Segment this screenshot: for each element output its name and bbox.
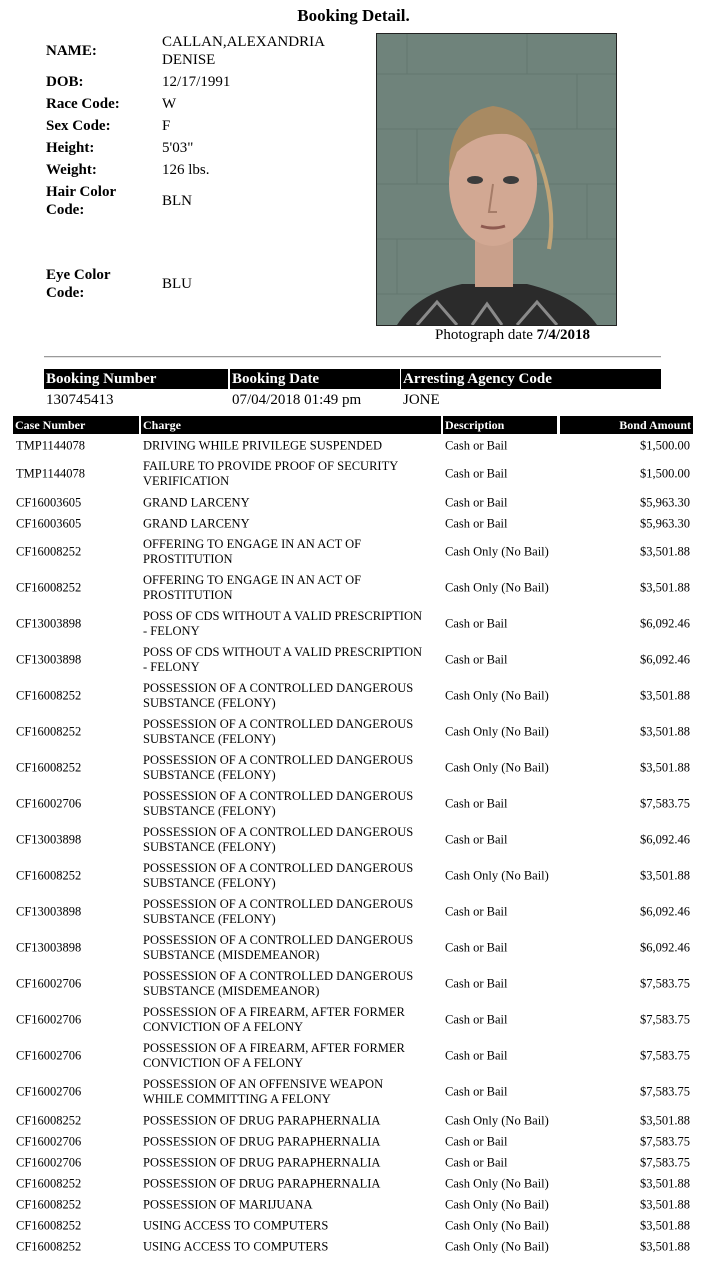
case-number: CF16002706 <box>16 1012 82 1027</box>
height-label: Height: <box>46 140 95 156</box>
description: Cash or Bail <box>445 832 508 847</box>
charge-line: PROSTITUTION <box>143 588 233 602</box>
description: Cash Only (No Bail) <box>445 1218 549 1232</box>
charge-row <box>0 1152 707 1173</box>
hair-label-line2: Code: <box>46 202 85 218</box>
charge-text <box>143 645 439 675</box>
charge-row <box>0 492 707 513</box>
description: Cash Only (No Bail) <box>445 1239 549 1253</box>
charge-line: FAILURE TO PROVIDE PROOF OF SECURITY <box>143 459 399 473</box>
hair-value: BLN <box>162 193 192 209</box>
charge-text <box>143 753 439 783</box>
charge-text <box>143 825 439 855</box>
case-number: CF16002706 <box>16 976 82 991</box>
charge-line: POSSESSION OF A CONTROLLED DANGEROUS <box>143 681 414 695</box>
charge-line: - FELONY <box>143 624 200 638</box>
charge-line: - FELONY <box>143 660 200 674</box>
charge-row <box>0 534 707 570</box>
description: Cash or Bail <box>445 1155 508 1169</box>
charge-line: POSSESSION OF DRUG PARAPHERNALIA <box>143 1155 381 1169</box>
description: Cash or Bail <box>445 940 508 955</box>
bond-amount: $5,963.30 <box>640 516 690 530</box>
case-number: CF13003898 <box>16 940 82 955</box>
case-number: CF16008252 <box>16 1239 82 1253</box>
description: Cash Only (No Bail) <box>445 868 549 883</box>
case-number: CF16008252 <box>16 724 82 739</box>
booking-number-value: 130745413 <box>46 392 114 408</box>
charge-row <box>0 678 707 714</box>
charge-line: SUBSTANCE (FELONY) <box>143 732 276 746</box>
charge-text <box>143 1005 439 1035</box>
charge-text <box>143 1077 439 1107</box>
dob-value: 12/17/1991 <box>162 74 231 90</box>
charge-line: WHILE COMMITTING A FELONY <box>143 1092 331 1106</box>
charge-line: SUBSTANCE (MISDEMEANOR) <box>143 948 320 962</box>
description: Cash or Bail <box>445 904 508 919</box>
description: Cash or Bail <box>445 495 508 509</box>
bond-amount: $7,583.75 <box>640 976 690 991</box>
description: Cash Only (No Bail) <box>445 688 549 703</box>
charge-line: OFFERING TO ENGAGE IN AN ACT OF <box>143 537 362 551</box>
case-number: CF13003898 <box>16 832 82 847</box>
charge-text <box>143 537 439 567</box>
charge-row <box>0 1131 707 1152</box>
charge-line: POSSESSION OF A FIREARM, AFTER FORMER <box>143 1005 405 1019</box>
case-number: CF16008252 <box>16 1176 82 1190</box>
case-number: CF16008252 <box>16 544 82 559</box>
bond-amount: $5,963.30 <box>640 495 690 509</box>
race-label: Race Code: <box>46 96 120 112</box>
bond-amount: $6,092.46 <box>640 832 690 847</box>
photo-caption-prefix: Photograph date <box>435 327 533 343</box>
hair-label-line1: Hair Color <box>46 184 117 200</box>
charge-line: POSSESSION OF A CONTROLLED DANGEROUS <box>143 825 414 839</box>
charge-row <box>0 1002 707 1038</box>
case-number: CF16008252 <box>16 1218 82 1232</box>
eye-value: BLU <box>162 276 192 292</box>
charge-line: POSSESSION OF A CONTROLLED DANGEROUS <box>143 933 414 947</box>
description: Cash or Bail <box>445 616 508 631</box>
charge-line: POSSESSION OF MARIJUANA <box>143 1197 313 1211</box>
charge-text <box>143 933 439 963</box>
charge-line: GRAND LARCENY <box>143 495 250 509</box>
bond-amount: $3,501.88 <box>640 1239 690 1253</box>
height-value: 5'03" <box>162 140 194 156</box>
case-number: TMP1144078 <box>16 438 85 452</box>
charge-line: POSSESSION OF A CONTROLLED DANGEROUS <box>143 717 414 731</box>
charge-text <box>143 1041 439 1071</box>
description: Cash Only (No Bail) <box>445 760 549 775</box>
description: Cash Only (No Bail) <box>445 580 549 595</box>
case-number: CF16008252 <box>16 580 82 595</box>
booking-number-header: Booking Number <box>44 369 228 389</box>
charge-text <box>143 495 439 510</box>
bond-amount: $3,501.88 <box>640 1197 690 1211</box>
charge-line: POSSESSION OF A FIREARM, AFTER FORMER <box>143 1041 405 1055</box>
charge-text <box>143 459 439 489</box>
bond-amount: $7,583.75 <box>640 1134 690 1148</box>
case-number: CF16003605 <box>16 495 82 509</box>
charge-row <box>0 1236 707 1257</box>
case-number: CF16008252 <box>16 1113 82 1127</box>
page-title: Booking Detail. <box>297 6 410 25</box>
name-label: NAME: <box>46 43 97 59</box>
arresting-agency-header: Arresting Agency Code <box>401 369 661 389</box>
charge-text <box>143 1113 439 1128</box>
case-number: TMP1144078 <box>16 466 85 481</box>
charge-line: CONVICTION OF A FELONY <box>143 1056 304 1070</box>
bond-amount: $3,501.88 <box>640 760 690 775</box>
charge-line: POSSESSION OF DRUG PARAPHERNALIA <box>143 1113 381 1127</box>
charge-text <box>143 516 439 531</box>
description: Cash or Bail <box>445 466 508 481</box>
charge-line: SUBSTANCE (FELONY) <box>143 876 276 890</box>
case-number: CF16002706 <box>16 1155 82 1169</box>
charge-line: OFFERING TO ENGAGE IN AN ACT OF <box>143 573 362 587</box>
section-divider <box>44 356 661 358</box>
booking-date-value: 07/04/2018 01:49 pm <box>232 392 362 408</box>
charge-text <box>143 717 439 747</box>
case-number: CF16008252 <box>16 868 82 883</box>
charge-header: Charge <box>141 416 441 434</box>
booking-date-header: Booking Date <box>230 369 400 389</box>
case-number: CF16002706 <box>16 1048 82 1063</box>
charge-row <box>0 570 707 606</box>
bond-amount: $3,501.88 <box>640 1176 690 1190</box>
description: Cash or Bail <box>445 1048 508 1063</box>
description: Cash or Bail <box>445 1084 508 1099</box>
photo-caption <box>435 327 590 344</box>
charge-row <box>0 822 707 858</box>
charge-text <box>143 609 439 639</box>
charge-line: SUBSTANCE (FELONY) <box>143 696 276 710</box>
charge-row <box>0 1110 707 1131</box>
bond-amount: $6,092.46 <box>640 616 690 631</box>
bond-amount: $1,500.00 <box>640 438 690 452</box>
charge-text <box>143 1197 439 1212</box>
sex-value: F <box>162 118 171 134</box>
description: Cash or Bail <box>445 438 508 452</box>
bond-amount: $3,501.88 <box>640 688 690 703</box>
bond-amount: $6,092.46 <box>640 940 690 955</box>
bond-amount-header: Bond Amount <box>560 416 693 434</box>
description: Cash Only (No Bail) <box>445 544 549 559</box>
charge-line: SUBSTANCE (MISDEMEANOR) <box>143 984 320 998</box>
charge-row <box>0 714 707 750</box>
description: Cash Only (No Bail) <box>445 1113 549 1127</box>
description: Cash or Bail <box>445 976 508 991</box>
bond-amount: $6,092.46 <box>640 904 690 919</box>
charge-line: GRAND LARCENY <box>143 516 250 530</box>
charge-row <box>0 1194 707 1215</box>
bond-amount: $3,501.88 <box>640 868 690 883</box>
weight-label: Weight: <box>46 162 97 178</box>
charge-row <box>0 966 707 1002</box>
charge-row <box>0 606 707 642</box>
case-number-header: Case Number <box>13 416 139 434</box>
case-number: CF16008252 <box>16 688 82 703</box>
description-header: Description <box>443 416 557 434</box>
charge-text <box>143 1134 439 1149</box>
charge-text <box>143 681 439 711</box>
bond-amount: $6,092.46 <box>640 652 690 667</box>
charge-row <box>0 858 707 894</box>
description: Cash Only (No Bail) <box>445 724 549 739</box>
charge-line: POSSESSION OF A CONTROLLED DANGEROUS <box>143 861 414 875</box>
charge-line: POSS OF CDS WITHOUT A VALID PRESCRIPTION <box>143 609 422 623</box>
charge-line: SUBSTANCE (FELONY) <box>143 912 276 926</box>
case-number: CF13003898 <box>16 616 82 631</box>
charge-line: CONVICTION OF A FELONY <box>143 1020 304 1034</box>
charge-text <box>143 897 439 927</box>
case-number: CF16002706 <box>16 1134 82 1148</box>
charge-text <box>143 1239 439 1254</box>
charge-line: PROSTITUTION <box>143 552 233 566</box>
case-number: CF13003898 <box>16 904 82 919</box>
booking-photo <box>376 33 617 326</box>
bond-amount: $3,501.88 <box>640 1218 690 1232</box>
name-value-line1: CALLAN,ALEXANDRIA <box>162 34 325 50</box>
charge-row <box>0 1074 707 1110</box>
description: Cash Only (No Bail) <box>445 1176 549 1190</box>
charge-line: POSSESSION OF AN OFFENSIVE WEAPON <box>143 1077 384 1091</box>
bond-amount: $7,583.75 <box>640 1155 690 1169</box>
eye-label-line2: Code: <box>46 285 85 301</box>
case-number: CF16003605 <box>16 516 82 530</box>
charge-line: POSSESSION OF DRUG PARAPHERNALIA <box>143 1134 381 1148</box>
description: Cash Only (No Bail) <box>445 1197 549 1211</box>
charge-line: POSSESSION OF A CONTROLLED DANGEROUS <box>143 753 414 767</box>
bond-amount: $7,583.75 <box>640 1048 690 1063</box>
charge-row <box>0 435 707 456</box>
arresting-agency-value: JONE <box>403 392 440 408</box>
case-number: CF16002706 <box>16 1084 82 1099</box>
charge-text <box>143 573 439 603</box>
race-value: W <box>162 96 177 112</box>
bond-amount: $3,501.88 <box>640 580 690 595</box>
charge-text <box>143 969 439 999</box>
charge-line: USING ACCESS TO COMPUTERS <box>143 1239 329 1253</box>
charge-text <box>143 438 439 453</box>
dob-label: DOB: <box>46 74 84 90</box>
charge-line: POSSESSION OF DRUG PARAPHERNALIA <box>143 1176 381 1190</box>
case-number: CF13003898 <box>16 652 82 667</box>
name-value-line2: DENISE <box>162 52 216 68</box>
eye-label-line1: Eye Color <box>46 267 111 283</box>
bond-amount: $1,500.00 <box>640 466 690 481</box>
charge-row <box>0 642 707 678</box>
charge-line: VERIFICATION <box>143 474 230 488</box>
charge-text <box>143 861 439 891</box>
bond-amount: $7,583.75 <box>640 796 690 811</box>
charge-line: POSSESSION OF A CONTROLLED DANGEROUS <box>143 969 414 983</box>
charge-row <box>0 1173 707 1194</box>
charge-line: DRIVING WHILE PRIVILEGE SUSPENDED <box>143 438 382 452</box>
description: Cash or Bail <box>445 516 508 530</box>
charge-row <box>0 513 707 534</box>
charge-line: POSSESSION OF A CONTROLLED DANGEROUS <box>143 789 414 803</box>
charge-line: SUBSTANCE (FELONY) <box>143 768 276 782</box>
charge-row <box>0 930 707 966</box>
photo-date: 7/4/2018 <box>536 327 590 343</box>
charge-row <box>0 750 707 786</box>
charge-text <box>143 789 439 819</box>
charge-line: SUBSTANCE (FELONY) <box>143 804 276 818</box>
description: Cash or Bail <box>445 796 508 811</box>
weight-value: 126 lbs. <box>162 162 210 178</box>
charge-line: USING ACCESS TO COMPUTERS <box>143 1218 329 1232</box>
case-number: CF16008252 <box>16 1197 82 1211</box>
charge-row <box>0 1038 707 1074</box>
case-number: CF16002706 <box>16 796 82 811</box>
description: Cash or Bail <box>445 1012 508 1027</box>
charge-line: POSS OF CDS WITHOUT A VALID PRESCRIPTION <box>143 645 422 659</box>
charge-row <box>0 456 707 492</box>
case-number: CF16008252 <box>16 760 82 775</box>
bond-amount: $7,583.75 <box>640 1084 690 1099</box>
bond-amount: $7,583.75 <box>640 1012 690 1027</box>
bond-amount: $3,501.88 <box>640 1113 690 1127</box>
charge-line: POSSESSION OF A CONTROLLED DANGEROUS <box>143 897 414 911</box>
charge-text <box>143 1155 439 1170</box>
charge-text <box>143 1218 439 1233</box>
charge-row <box>0 1215 707 1236</box>
description: Cash or Bail <box>445 1134 508 1148</box>
bond-amount: $3,501.88 <box>640 724 690 739</box>
charge-line: SUBSTANCE (FELONY) <box>143 840 276 854</box>
charge-text <box>143 1176 439 1191</box>
bond-amount: $3,501.88 <box>640 544 690 559</box>
charge-row <box>0 786 707 822</box>
sex-label: Sex Code: <box>46 118 111 134</box>
booking-photo-illustration <box>377 34 616 325</box>
description: Cash or Bail <box>445 652 508 667</box>
charge-row <box>0 894 707 930</box>
